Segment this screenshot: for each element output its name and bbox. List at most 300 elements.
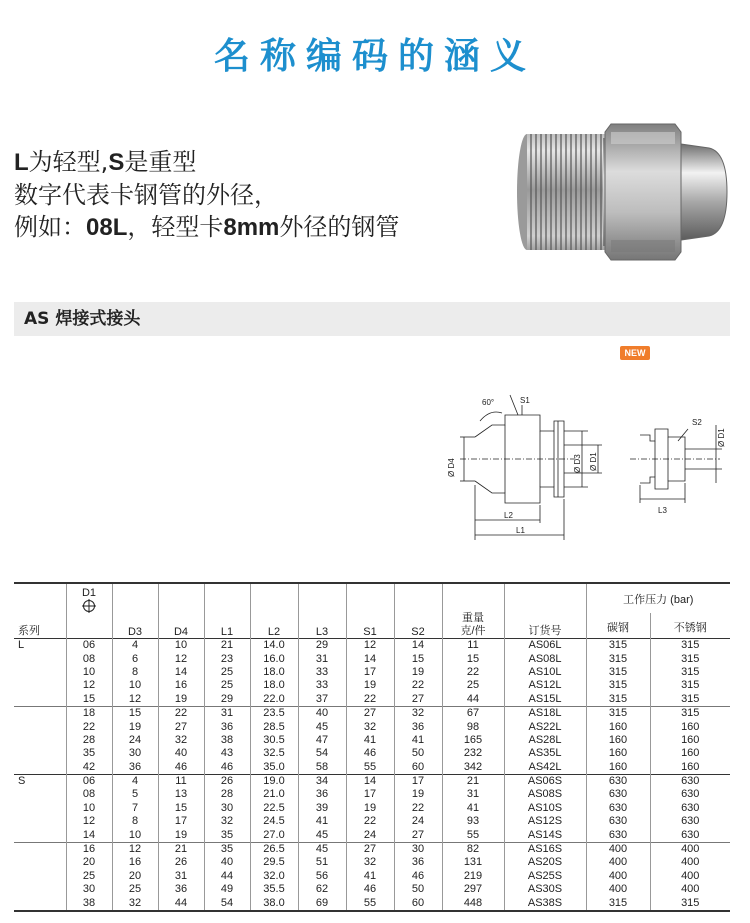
cell-stainless: 315	[650, 679, 730, 692]
cell-l3: 58	[298, 761, 346, 775]
cell-d1: 10	[66, 802, 112, 815]
cell-s1: 46	[346, 747, 394, 760]
cell-l3: 29	[298, 639, 346, 653]
cell-order: AS16S	[504, 842, 586, 856]
cell-carbon: 630	[586, 802, 650, 815]
cell-series	[14, 679, 66, 692]
example-size: 8mm	[223, 214, 280, 241]
cell-d4: 46	[158, 761, 204, 775]
example-code: 08L	[86, 214, 128, 241]
table-row	[14, 788, 730, 801]
cell-l2: 27.0	[250, 828, 298, 842]
cell-order: AS22L	[504, 720, 586, 733]
cell-d3: 12	[112, 842, 158, 856]
cell-series	[14, 842, 66, 856]
cell-order: AS38S	[504, 896, 586, 910]
cell-l3: 54	[298, 747, 346, 760]
cell-stainless: 315	[650, 896, 730, 910]
cell-series	[14, 693, 66, 707]
cell-s2: 36	[394, 720, 442, 733]
cell-d3: 25	[112, 883, 158, 896]
cell-d4: 21	[158, 842, 204, 856]
cell-l2: 35.0	[250, 761, 298, 775]
cell-d3: 4	[112, 774, 158, 788]
example-text-end: 外径的钢管	[279, 213, 400, 241]
cell-d3: 7	[112, 802, 158, 815]
cell-order: AS10L	[504, 666, 586, 679]
table-row	[14, 734, 730, 747]
cell-series	[14, 720, 66, 733]
cell-l1: 54	[204, 896, 250, 910]
cell-series: S	[14, 774, 66, 788]
cell-d4: 13	[158, 788, 204, 801]
cell-d4: 11	[158, 774, 204, 788]
col-weight: 重量 克/件	[442, 583, 504, 639]
cell-stainless: 315	[650, 666, 730, 679]
cell-l3: 33	[298, 679, 346, 692]
cell-weight: 98	[442, 720, 504, 733]
cell-s1: 14	[346, 652, 394, 665]
cell-weight: 342	[442, 761, 504, 775]
cell-stainless: 160	[650, 747, 730, 760]
cell-d3: 30	[112, 747, 158, 760]
cell-d4: 32	[158, 734, 204, 747]
cell-series	[14, 761, 66, 775]
table-row	[14, 693, 730, 707]
cell-s2: 22	[394, 679, 442, 692]
col-d1: D1	[66, 583, 112, 613]
cell-d3: 8	[112, 815, 158, 828]
cell-series	[14, 652, 66, 665]
cell-carbon: 160	[586, 734, 650, 747]
cell-carbon: 400	[586, 842, 650, 856]
cell-series	[14, 706, 66, 720]
cell-d4: 44	[158, 896, 204, 910]
table-row	[14, 666, 730, 679]
cell-l1: 46	[204, 761, 250, 775]
cell-weight: 21	[442, 774, 504, 788]
cell-d1: 14	[66, 828, 112, 842]
cell-order: AS12L	[504, 679, 586, 692]
cell-s2: 50	[394, 747, 442, 760]
cell-stainless: 400	[650, 883, 730, 896]
cell-stainless: 630	[650, 788, 730, 801]
cell-d3: 12	[112, 693, 158, 707]
cell-l1: 23	[204, 652, 250, 665]
example-text: ，轻型卡	[127, 213, 224, 241]
cell-l3: 47	[298, 734, 346, 747]
cell-d3: 19	[112, 720, 158, 733]
table-row	[14, 896, 730, 910]
cell-series	[14, 883, 66, 896]
cell-l3: 45	[298, 842, 346, 856]
table-row	[14, 720, 730, 733]
example-label: 例如：	[14, 213, 86, 241]
d3-label: Ø D3	[573, 454, 582, 473]
intro-line-1	[14, 146, 399, 179]
cell-l3: 37	[298, 693, 346, 707]
cell-d1: 42	[66, 761, 112, 775]
cell-order: AS25S	[504, 870, 586, 883]
cell-weight: 165	[442, 734, 504, 747]
d1b-label: Ø D1	[717, 428, 726, 447]
cell-series	[14, 788, 66, 801]
cell-series	[14, 734, 66, 747]
cell-d1: 20	[66, 856, 112, 869]
table-row	[14, 828, 730, 842]
cell-l1: 25	[204, 666, 250, 679]
fitting-photo	[505, 112, 730, 267]
cell-d3: 24	[112, 734, 158, 747]
cell-stainless: 630	[650, 802, 730, 815]
cell-d3: 10	[112, 828, 158, 842]
cell-carbon: 160	[586, 761, 650, 775]
cell-order: AS28L	[504, 734, 586, 747]
cell-stainless: 400	[650, 842, 730, 856]
cell-s1: 32	[346, 856, 394, 869]
heavy-text: 是重型	[124, 148, 197, 176]
cell-l1: 35	[204, 842, 250, 856]
cell-weight: 448	[442, 896, 504, 910]
cell-l1: 32	[204, 815, 250, 828]
cell-s1: 12	[346, 639, 394, 653]
cell-stainless: 160	[650, 734, 730, 747]
cell-s2: 19	[394, 666, 442, 679]
cell-l3: 45	[298, 828, 346, 842]
cell-order: AS06L	[504, 639, 586, 653]
cell-carbon: 630	[586, 828, 650, 842]
cell-carbon: 315	[586, 652, 650, 665]
cell-d3: 5	[112, 788, 158, 801]
cell-weight: 297	[442, 883, 504, 896]
cell-order: AS18L	[504, 706, 586, 720]
table-row	[14, 652, 730, 665]
cell-l3: 40	[298, 706, 346, 720]
cell-l3: 51	[298, 856, 346, 869]
cell-d1: 38	[66, 896, 112, 910]
cell-carbon: 630	[586, 774, 650, 788]
table-row	[14, 747, 730, 760]
table-row	[14, 870, 730, 883]
cell-d4: 15	[158, 802, 204, 815]
cell-s2: 60	[394, 896, 442, 910]
cell-stainless: 315	[650, 652, 730, 665]
cell-series	[14, 896, 66, 910]
cell-carbon: 315	[586, 706, 650, 720]
cell-l3: 41	[298, 815, 346, 828]
cell-order: AS10S	[504, 802, 586, 815]
table-row	[14, 842, 730, 856]
cell-series	[14, 815, 66, 828]
cell-d4: 14	[158, 666, 204, 679]
cell-l3: 36	[298, 788, 346, 801]
cell-d4: 17	[158, 815, 204, 828]
cell-order: AS08S	[504, 788, 586, 801]
cell-l2: 38.0	[250, 896, 298, 910]
cell-d3: 6	[112, 652, 158, 665]
cell-order: AS35L	[504, 747, 586, 760]
cell-weight: 232	[442, 747, 504, 760]
col-series: 系列	[18, 625, 40, 637]
d4-label: Ø D4	[447, 458, 456, 477]
cell-d1: 10	[66, 666, 112, 679]
cell-l2: 19.0	[250, 774, 298, 788]
cell-d1: 18	[66, 706, 112, 720]
d1-label: Ø D1	[589, 452, 598, 471]
cell-s1: 27	[346, 842, 394, 856]
cell-carbon: 630	[586, 788, 650, 801]
cell-stainless: 160	[650, 720, 730, 733]
cell-d3: 20	[112, 870, 158, 883]
s1-label: S1	[520, 396, 530, 405]
cell-s1: 22	[346, 693, 394, 707]
cell-order: AS15L	[504, 693, 586, 707]
cell-d1: 30	[66, 883, 112, 896]
cell-stainless: 400	[650, 856, 730, 869]
cell-l1: 43	[204, 747, 250, 760]
cell-series: L	[18, 639, 25, 652]
cell-l3: 39	[298, 802, 346, 815]
cell-l1: 44	[204, 870, 250, 883]
cell-s1: 14	[346, 774, 394, 788]
table-row	[14, 815, 730, 828]
cell-d1: 12	[66, 815, 112, 828]
cell-l2: 32.0	[250, 870, 298, 883]
cell-series	[14, 666, 66, 679]
light-code: L	[14, 149, 29, 176]
cell-d4: 16	[158, 679, 204, 692]
cell-weight: 55	[442, 828, 504, 842]
cell-d4: 36	[158, 883, 204, 896]
cell-weight: 44	[442, 693, 504, 707]
cell-d4: 27	[158, 720, 204, 733]
cell-series	[14, 856, 66, 869]
cell-carbon: 315	[586, 693, 650, 707]
cell-s1: 27	[346, 706, 394, 720]
cell-stainless: 315	[650, 706, 730, 720]
naming-explanation	[14, 146, 399, 244]
cell-l1: 25	[204, 679, 250, 692]
l3-label: L3	[658, 506, 667, 515]
cell-carbon: 315	[586, 896, 650, 910]
cell-l2: 28.5	[250, 720, 298, 733]
cell-s2: 30	[394, 842, 442, 856]
cell-weight: 15	[442, 652, 504, 665]
cell-s2: 46	[394, 870, 442, 883]
cell-order: AS08L	[504, 652, 586, 665]
cell-s1: 46	[346, 883, 394, 896]
table-row	[14, 883, 730, 896]
cell-s2: 22	[394, 802, 442, 815]
cell-d3: 36	[112, 761, 158, 775]
cell-l3: 31	[298, 652, 346, 665]
cell-d1: 15	[66, 693, 112, 707]
cell-s1: 24	[346, 828, 394, 842]
cell-s1: 55	[346, 896, 394, 910]
cell-stainless: 400	[650, 870, 730, 883]
cell-d1: 16	[66, 842, 112, 856]
cell-s2: 41	[394, 734, 442, 747]
l2-label: L2	[504, 511, 513, 520]
cell-d1: 25	[66, 870, 112, 883]
cell-weight: 41	[442, 802, 504, 815]
cell-s2: 19	[394, 788, 442, 801]
cell-series	[14, 802, 66, 815]
cell-series	[14, 828, 66, 842]
table-row	[14, 802, 730, 815]
cell-s1: 17	[346, 666, 394, 679]
cell-d4: 19	[158, 693, 204, 707]
cell-carbon: 160	[586, 720, 650, 733]
cell-l3: 34	[298, 774, 346, 788]
cell-l1: 21	[204, 639, 250, 653]
angle-label: 60°	[482, 398, 495, 407]
cell-stainless: 630	[650, 774, 730, 788]
table-row	[14, 761, 730, 775]
cell-order: AS12S	[504, 815, 586, 828]
cell-l3: 62	[298, 883, 346, 896]
cell-s1: 19	[346, 679, 394, 692]
cell-weight: 11	[442, 639, 504, 653]
table-row	[14, 679, 730, 692]
cell-l2: 23.5	[250, 706, 298, 720]
cell-l2: 24.5	[250, 815, 298, 828]
cell-weight: 67	[442, 706, 504, 720]
cell-l2: 29.5	[250, 856, 298, 869]
page-title: 名称编码的涵义	[213, 36, 536, 77]
cell-l2: 18.0	[250, 666, 298, 679]
cell-s1: 22	[346, 815, 394, 828]
intro-line-3	[14, 211, 399, 244]
col-carbon: 碳钢	[586, 613, 650, 639]
cell-l1: 29	[204, 693, 250, 707]
cell-d3: 15	[112, 706, 158, 720]
diameter-symbol-icon	[82, 599, 96, 613]
cell-d3: 32	[112, 896, 158, 910]
cell-weight: 22	[442, 666, 504, 679]
col-d3: D3	[112, 583, 158, 639]
col-l2: L2	[250, 583, 298, 639]
cell-s2: 32	[394, 706, 442, 720]
cell-stainless: 630	[650, 815, 730, 828]
cell-l2: 35.5	[250, 883, 298, 896]
cell-l3: 69	[298, 896, 346, 910]
cell-l2: 14.0	[250, 639, 298, 653]
cell-weight: 219	[442, 870, 504, 883]
cell-s2: 36	[394, 856, 442, 869]
cell-d4: 12	[158, 652, 204, 665]
cell-weight: 82	[442, 842, 504, 856]
cell-l1: 31	[204, 706, 250, 720]
cell-l2: 16.0	[250, 652, 298, 665]
col-l3: L3	[298, 583, 346, 639]
cell-d4: 26	[158, 856, 204, 869]
cell-weight: 31	[442, 788, 504, 801]
cell-s1: 41	[346, 734, 394, 747]
cell-d1: 08	[66, 788, 112, 801]
cell-d1: 06	[66, 639, 112, 653]
cell-carbon: 630	[586, 815, 650, 828]
col-s1: S1	[346, 583, 394, 639]
cell-l1: 36	[204, 720, 250, 733]
col-l1: L1	[204, 583, 250, 639]
cell-d1: 08	[66, 652, 112, 665]
cell-l2: 32.5	[250, 747, 298, 760]
cell-d4: 22	[158, 706, 204, 720]
cell-l1: 40	[204, 856, 250, 869]
cell-carbon: 315	[586, 679, 650, 692]
cell-s1: 41	[346, 870, 394, 883]
cell-order: AS14S	[504, 828, 586, 842]
cell-d1: 22	[66, 720, 112, 733]
cell-s2: 50	[394, 883, 442, 896]
cell-l1: 26	[204, 774, 250, 788]
cell-series	[14, 870, 66, 883]
cell-l1: 35	[204, 828, 250, 842]
cell-l1: 30	[204, 802, 250, 815]
spec-table	[14, 582, 730, 912]
cell-l1: 28	[204, 788, 250, 801]
cell-d4: 10	[158, 639, 204, 653]
cell-stainless: 315	[650, 693, 730, 707]
cell-series	[14, 747, 66, 760]
cell-l3: 45	[298, 720, 346, 733]
cell-order: AS06S	[504, 774, 586, 788]
cell-s1: 32	[346, 720, 394, 733]
cell-l2: 22.0	[250, 693, 298, 707]
cell-stainless: 315	[650, 639, 730, 653]
cell-d3: 10	[112, 679, 158, 692]
new-badge: NEW	[620, 346, 650, 360]
cell-s2: 60	[394, 761, 442, 775]
cell-weight: 25	[442, 679, 504, 692]
table-row	[14, 774, 730, 788]
col-d4: D4	[158, 583, 204, 639]
intro-line-2: 数字代表卡钢管的外径，	[14, 181, 278, 209]
light-text: 为轻型,	[28, 148, 109, 176]
cell-carbon: 315	[586, 666, 650, 679]
cell-carbon: 160	[586, 747, 650, 760]
cell-order: AS42L	[504, 761, 586, 775]
cell-l2: 26.5	[250, 842, 298, 856]
table-row	[14, 639, 730, 653]
cell-d1: 06	[66, 774, 112, 788]
technical-drawing	[440, 385, 730, 550]
section-header: AS 焊接式接头	[14, 302, 730, 336]
cell-l2: 22.5	[250, 802, 298, 815]
s2-label: S2	[692, 418, 702, 427]
cell-l2: 30.5	[250, 734, 298, 747]
col-pressure: 工作压力 (bar)	[586, 583, 730, 613]
cell-l1: 38	[204, 734, 250, 747]
cell-weight: 93	[442, 815, 504, 828]
cell-s2: 14	[394, 639, 442, 653]
cell-d3: 4	[112, 639, 158, 653]
cell-carbon: 400	[586, 870, 650, 883]
cell-carbon: 400	[586, 883, 650, 896]
table-row	[14, 856, 730, 869]
cell-d1: 35	[66, 747, 112, 760]
cell-order: AS20S	[504, 856, 586, 869]
cell-d4: 40	[158, 747, 204, 760]
cell-s2: 27	[394, 693, 442, 707]
cell-d3: 8	[112, 666, 158, 679]
cell-l1: 49	[204, 883, 250, 896]
cell-carbon: 315	[586, 639, 650, 653]
l1-label: L1	[516, 526, 525, 535]
cell-l3: 56	[298, 870, 346, 883]
heavy-code: S	[108, 149, 125, 176]
